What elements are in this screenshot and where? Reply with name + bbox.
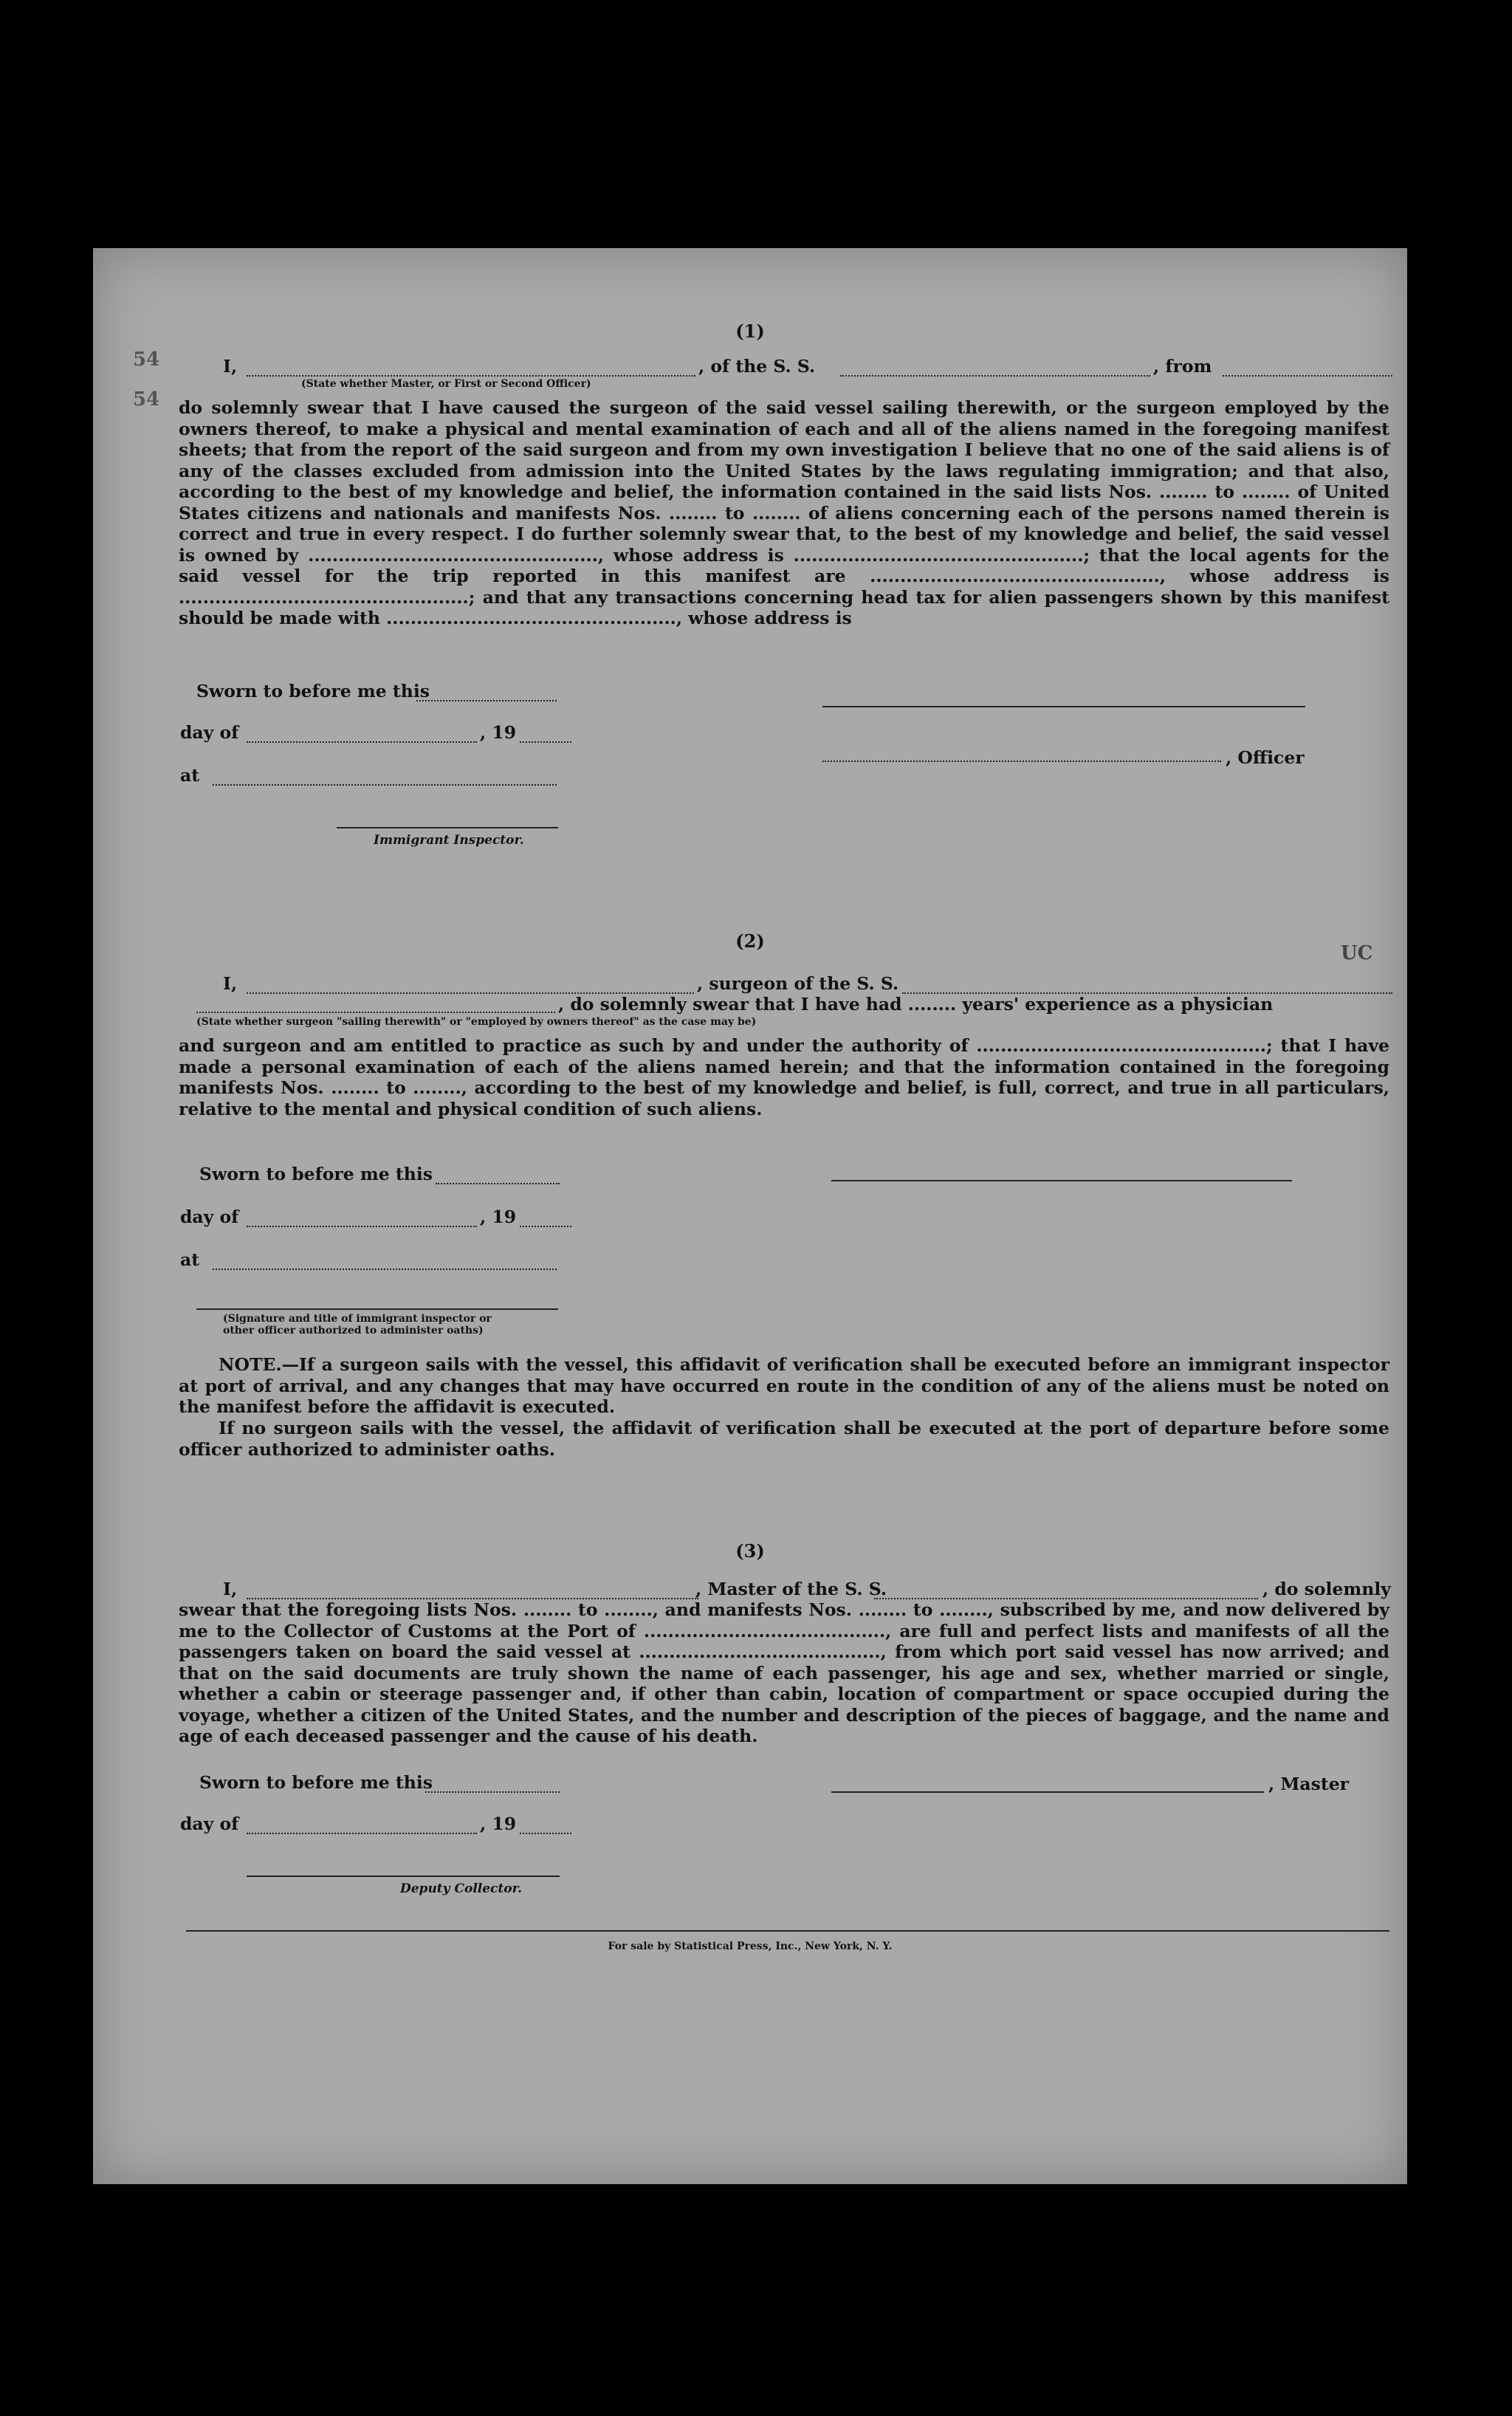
sworn-month-field[interactable] xyxy=(247,741,477,743)
master-signature-line-a[interactable] xyxy=(822,706,1305,707)
section-2-sworn: Sworn to before me this xyxy=(199,1164,433,1184)
sworn-day-field[interactable] xyxy=(416,700,557,701)
section-1-inspector-label: Immigrant Inspector. xyxy=(374,833,524,848)
surgeon-type-field[interactable] xyxy=(196,1012,555,1013)
officer-signature-line[interactable] xyxy=(822,761,1221,762)
section-1-body: do solemnly swear that I have caused the surgeon of the said vessel sailing therewith, or the surgeon employed by the owners thereof, to make a physical and mental examination of each and all of the aliens named in the foregoing manifest sheets; that from the report of the said surgeon and from my own investigation I believe that no one of the said aliens is of any of the classes excluded from admission into the United States by the laws regulating immigration; and that also, according to the best of my knowledge and belief, the information contained in the said lists Nos. ........ to ........ of United States citizens and nationals and manifests Nos. ........ to ........ of aliens concerning each of the persons named therein is correct and true in every respect. I do further solemnly swear that, to the best of my knowledge and belief, the said vessel is owned by ................................................, whose address is ................................................; that the local agents for the said vessel for the trip reported in this manifest are ................................................, whose address is ................................................; and that any transactions concerning head tax for alien passengers shown by this manifest should be made with ................................................, whose address is xyxy=(179,397,1389,628)
section-3-year: , 19 xyxy=(480,1813,517,1834)
ship-name-field[interactable] xyxy=(840,375,1150,377)
section-1-line-i xyxy=(223,356,237,377)
section-2-year: , 19 xyxy=(480,1207,517,1227)
section-3-master: , Master xyxy=(1268,1774,1350,1794)
footer-printer: For sale by Statistical Press, Inc., New York, N. Y. xyxy=(608,1940,893,1952)
s2-sworn-place-field[interactable] xyxy=(213,1269,557,1270)
section-2-dayof: day of xyxy=(180,1207,239,1227)
surgeon-signature-line[interactable] xyxy=(831,1180,1292,1181)
s2-sworn-day-field[interactable] xyxy=(436,1183,560,1184)
section-1-i: I, xyxy=(223,356,238,377)
section-3-i: I, xyxy=(223,1579,238,1599)
sworn-year-field[interactable] xyxy=(520,741,571,743)
footer-rule xyxy=(186,1930,1389,1932)
s3-sworn-day-field[interactable] xyxy=(425,1791,560,1793)
section-2-at: at xyxy=(180,1249,200,1270)
manifest-page xyxy=(93,248,1407,2184)
section-2-sig-caption-1: (Signature and title of immigrant inspector or xyxy=(223,1313,492,1325)
sworn-place-field[interactable] xyxy=(213,784,557,786)
section-1-caption: (State whether Master, or First or Second Officer) xyxy=(301,378,591,390)
section-1-number: (1) xyxy=(735,320,765,342)
margin-mark: UC xyxy=(1341,942,1373,964)
port-from-field[interactable] xyxy=(1223,375,1392,377)
margin-mark: 54 xyxy=(133,349,160,371)
section-3-ss: , Master of the S. S. xyxy=(695,1579,887,1599)
master-name-field[interactable] xyxy=(247,375,695,377)
inspector-signature-line[interactable] xyxy=(337,827,558,828)
section-2-number: (2) xyxy=(735,930,765,952)
s2-sworn-month-field[interactable] xyxy=(247,1226,477,1227)
section-1-from: , from xyxy=(1153,356,1212,377)
section-2-line2: , do solemnly swear that I have had ........ years' experience as a physician xyxy=(558,994,1274,1015)
section-3-sworn: Sworn to before me this xyxy=(199,1772,433,1793)
section-2-ss: , surgeon of the S. S. xyxy=(697,973,899,994)
s3-master-signature-line[interactable] xyxy=(831,1791,1264,1793)
section-2-i: I, xyxy=(223,973,238,994)
s3-sworn-year-field[interactable] xyxy=(520,1833,571,1834)
section-3-body: swear that the foregoing lists Nos. ........ to ........, and manifests Nos. ........ to ........, subscribed by me, and now delivered by me to the Collector of Customs at the Port of ........................................, are full and perfect lists and manifests of all the passengers taken on board the said vessel at ........................................, from which port said vessel has now arrived; and that on the said documents are truly shown the name of each passenger, his age and sex, whether married or single, whether a cabin or steerage passenger and, if other than cabin, location of compartment or space occupied during the voyage, whether a citizen of the United States, and the number and description of the pieces of baggage, and the name and age of each deceased passenger and the cause of his death. xyxy=(179,1599,1389,1746)
collector-signature-line[interactable] xyxy=(247,1876,560,1877)
s3-sworn-month-field[interactable] xyxy=(247,1833,477,1834)
section-1-year: , 19 xyxy=(480,722,517,743)
section-1-officer: , Officer xyxy=(1226,747,1305,768)
section-2-note-2: If no surgeon sails with the vessel, the affidavit of verification shall be executed at the port of departure before some officer authorized to administer oaths. xyxy=(179,1418,1389,1460)
section-3-dayof: day of xyxy=(180,1813,239,1834)
section-3-collector-label: Deputy Collector. xyxy=(400,1881,522,1896)
margin-mark: 54 xyxy=(133,388,160,411)
section-2-note: NOTE.—If a surgeon sails with the vessel, this affidavit of verification shall be executed before an immigrant inspector at port of arrival, and any changes that may have occurred en route in the condition of any of the aliens must be noted on the manifest before the affidavit is executed. xyxy=(179,1354,1389,1417)
section-2-caption: (State whether surgeon "sailing therewith" or "employed by owners thereof" as the case may be) xyxy=(196,1016,757,1028)
s2-sworn-year-field[interactable] xyxy=(520,1226,571,1227)
section-2-body: and surgeon and am entitled to practice as such by and under the authority of ................................................; that I have made a personal examination of each of the aliens named herein; and that the information contained in the foregoing manifests Nos. ........ to ........, according to the best of my knowledge and belief, is full, correct, and true in all particulars, relative to the mental and physical condition of such aliens. xyxy=(179,1035,1389,1119)
section-1-at: at xyxy=(180,765,200,786)
section-1-ss: , of the S. S. xyxy=(698,356,816,377)
section-2-sig-caption-2: other officer authorized to administer oaths) xyxy=(223,1325,484,1336)
s2-officer-signature-line[interactable] xyxy=(196,1308,558,1310)
section-3-number: (3) xyxy=(735,1540,765,1562)
section-3-do-solemnly: , do solemnly xyxy=(1262,1579,1391,1599)
section-1-dayof: day of xyxy=(180,722,239,743)
section-1-sworn: Sworn to before me this xyxy=(196,681,430,701)
